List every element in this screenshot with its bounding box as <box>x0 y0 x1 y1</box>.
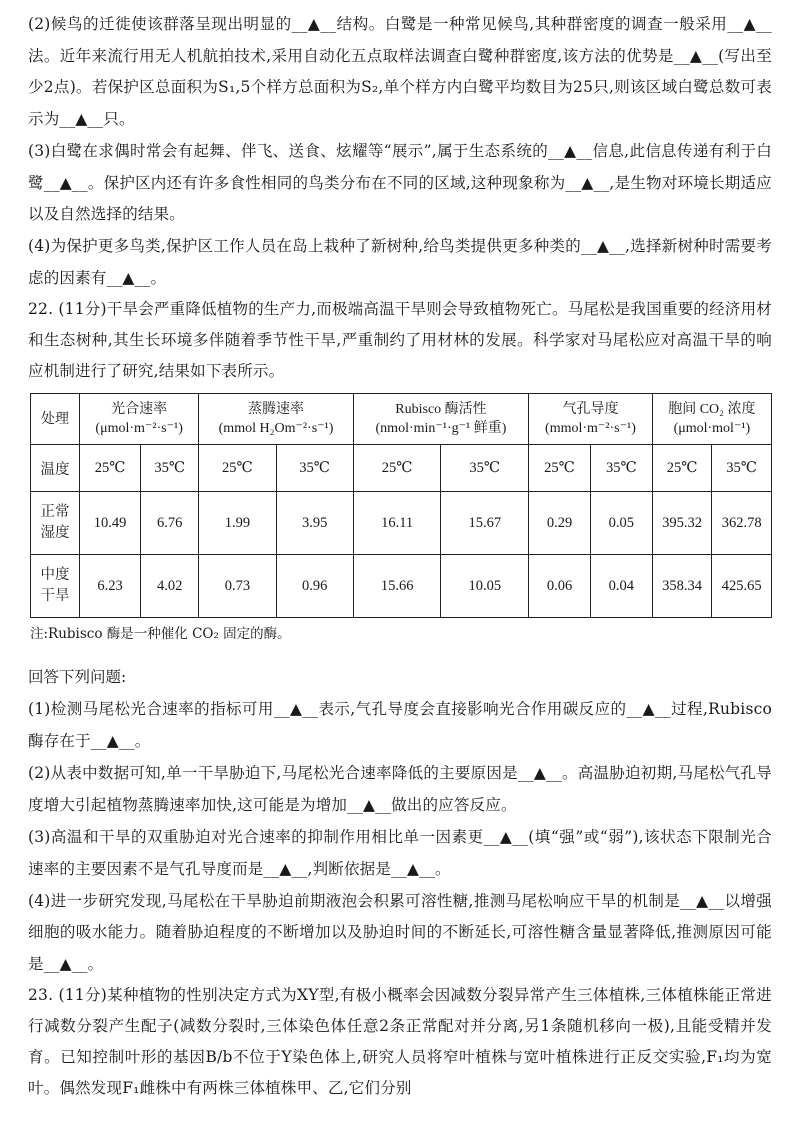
answer-blank[interactable]: ▲ <box>122 268 135 287</box>
table-cell: 362.78 <box>712 492 772 555</box>
question-22-part-4: (4)进一步研究发现,马尾松在干旱胁迫前期液泡会积累可溶性糖,推测马尾松响应干旱的机制是__▲__以增强细胞的吸水能力。随着胁迫程度的不断增加以及胁迫时间的不断延长,可溶性糖含量显著降低,推测原因可能是__▲__。 <box>28 891 772 973</box>
question-21-part-4: (4)为保护更多鸟类,保护区工作人员在岛上栽种了新树种,给鸟类提供更多种类的__▲__,选择新树种时需要考虑的因素有__▲__。 <box>28 236 772 287</box>
answer-blank[interactable]: ▲ <box>642 699 655 718</box>
table-cell: 6.76 <box>141 492 199 555</box>
table-cell: 35℃ <box>590 445 652 492</box>
answer-blank[interactable]: ▲ <box>499 827 513 846</box>
table-cell: 35℃ <box>712 445 772 492</box>
table-cell: 0.06 <box>529 555 591 618</box>
table-corner-cell: 处理 <box>31 394 80 445</box>
answer-blank[interactable]: ▲ <box>689 46 703 65</box>
question-22-intro: 22. (11分)干旱会严重降低植物的生产力,而极端高温干旱则会导致植物死亡。马尾松是我国重要的经济用材和生态树种,其生长环境多伴随着季节性干旱,严重制约了用材林的发展。科学家对马尾松应对高温干旱的响应机制进行了研究,结果如下表所示。 <box>28 300 772 380</box>
table-cell: 1.99 <box>199 492 276 555</box>
answer-blank[interactable]: ▲ <box>59 954 72 973</box>
table-cell: 16.11 <box>353 492 441 555</box>
table-row <box>31 492 772 555</box>
header-transpiration-rate: 蒸腾速率 (mmol H₂Om⁻²·s⁻¹) <box>199 394 354 445</box>
table-temperature-row <box>31 445 772 492</box>
table-header-row <box>31 394 772 445</box>
header-intercellular-co2: 胞间 CO₂ 浓度 (μmol·mol⁻¹) <box>652 394 771 445</box>
table-note: 注:Rubisco 酶是一种催化 CO₂ 固定的酶。 <box>30 626 291 642</box>
table-row <box>31 555 772 618</box>
table-cell: 0.29 <box>529 492 591 555</box>
table-cell: 25℃ <box>353 445 441 492</box>
answer-blank[interactable]: ▲ <box>279 859 292 878</box>
table-cell: 25℃ <box>652 445 712 492</box>
row-label: 正常湿度 <box>31 492 80 555</box>
header-rubisco-activity: Rubisco 酶活性 (nmol·min⁻¹·g⁻¹ 鲜重) <box>353 394 528 445</box>
answer-prompt: 回答下列问题: <box>28 668 127 686</box>
table-cell: 0.96 <box>276 555 353 618</box>
header-photosynthesis-rate: 光合速率 (μmol·m⁻²·s⁻¹) <box>80 394 199 445</box>
exam-page <box>28 8 772 1104</box>
table-cell: 10.49 <box>80 492 141 555</box>
table-cell: 35℃ <box>441 445 529 492</box>
table-cell: 25℃ <box>80 445 141 492</box>
question-21-part-3: (3)白鹭在求偶时常会有起舞、伴飞、送食、炫耀等“展示”,属于生态系统的__▲__信息,此信息传递有利于白鹭__▲__。保护区内还有许多食性相同的鸟类分布在不同的区域,这种现象称为__▲__,是生物对环境长期适应以及自然选择的结果。 <box>28 141 773 223</box>
table-cell: 6.23 <box>80 555 141 618</box>
table-cell: 15.66 <box>353 555 441 618</box>
table-cell: 35℃ <box>141 445 199 492</box>
table-cell: 3.95 <box>276 492 353 555</box>
answer-blank[interactable]: ▲ <box>696 891 709 910</box>
row-label: 中度干旱 <box>31 555 80 618</box>
question-23-intro: 23. (11分)某种植物的性别决定方式为XY型,有极小概率会因减数分裂异常产生三体植株,三体植株能正常进行减数分裂产生配子(减数分裂时,三体染色体任意2条正常配对并分离,另1条随机移向一极),且能受精并发育。已知控制叶形的基因B/b不位于Y染色体上,研究人员将窄叶植株与宽叶植株进行正反交实验,F₁均为宽叶。偶然发现F₁雌株中有两株三体植株甲、乙,它们分别 <box>28 986 772 1097</box>
table-cell: 395.32 <box>652 492 712 555</box>
table-cell: 35℃ <box>276 445 353 492</box>
table-cell: 0.73 <box>199 555 276 618</box>
table-cell: 0.05 <box>590 492 652 555</box>
table-cell: 425.65 <box>712 555 772 618</box>
question-21-part-2: (2)候鸟的迁徙使该群落呈现出明显的__▲__结构。白鹭是一种常见候鸟,其种群密度的调查一般采用__▲__法。近年来流行用无人机航拍技术,采用自动化五点取样法调查白鹭种群密度,该方法的优势是__▲__(写出至少2点)。若保护区总面积为S₁,5个样方总面积为S₂,单个样方内白鹭平均数目为25只,则该区域白鹭总数可表示为__▲__只。 <box>28 14 772 128</box>
results-table <box>30 393 772 618</box>
answer-blank[interactable]: ▲ <box>581 173 594 192</box>
temperature-label: 温度 <box>31 445 80 492</box>
table-cell: 15.67 <box>441 492 529 555</box>
answer-blank[interactable]: ▲ <box>743 14 757 33</box>
answer-blank[interactable]: ▲ <box>75 109 88 128</box>
question-22-part-1: (1)检测马尾松光合速率的指标可用__▲__表示,气孔导度会直接影响光合作用碳反应的__▲__过程,Rubisco 酶存在于__▲__。 <box>28 699 773 750</box>
answer-blank[interactable]: ▲ <box>407 859 420 878</box>
table-cell: 4.02 <box>141 555 199 618</box>
table-cell: 25℃ <box>199 445 276 492</box>
answer-blank[interactable]: ▲ <box>59 173 72 192</box>
answer-blank[interactable]: ▲ <box>289 699 303 718</box>
table-cell: 10.05 <box>441 555 529 618</box>
answer-blank[interactable]: ▲ <box>563 141 577 160</box>
answer-blank[interactable]: ▲ <box>596 236 610 255</box>
table-cell: 358.34 <box>652 555 712 618</box>
question-22-part-2: (2)从表中数据可知,单一干旱胁迫下,马尾松光合速率降低的主要原因是__▲__。高温胁迫初期,马尾松气孔导度增大引起植物蒸腾速率加快,这可能是为增加__▲__做出的应答反应。 <box>28 763 772 814</box>
answer-blank[interactable]: ▲ <box>106 731 119 750</box>
question-22-part-3: (3)高温和干旱的双重胁迫对光合速率的抑制作用相比单一因素更__▲__(填“强”或“弱”),该状态下限制光合速率的主要因素不是气孔导度而是__▲__,判断依据是__▲__。 <box>28 827 772 878</box>
answer-blank[interactable]: ▲ <box>307 14 321 33</box>
answer-blank[interactable]: ▲ <box>363 795 376 814</box>
table-cell: 25℃ <box>529 445 591 492</box>
table-cell: 0.04 <box>590 555 652 618</box>
answer-blank[interactable]: ▲ <box>533 763 547 782</box>
header-stomatal-conductance: 气孔导度 (mmol·m⁻²·s⁻¹) <box>529 394 653 445</box>
